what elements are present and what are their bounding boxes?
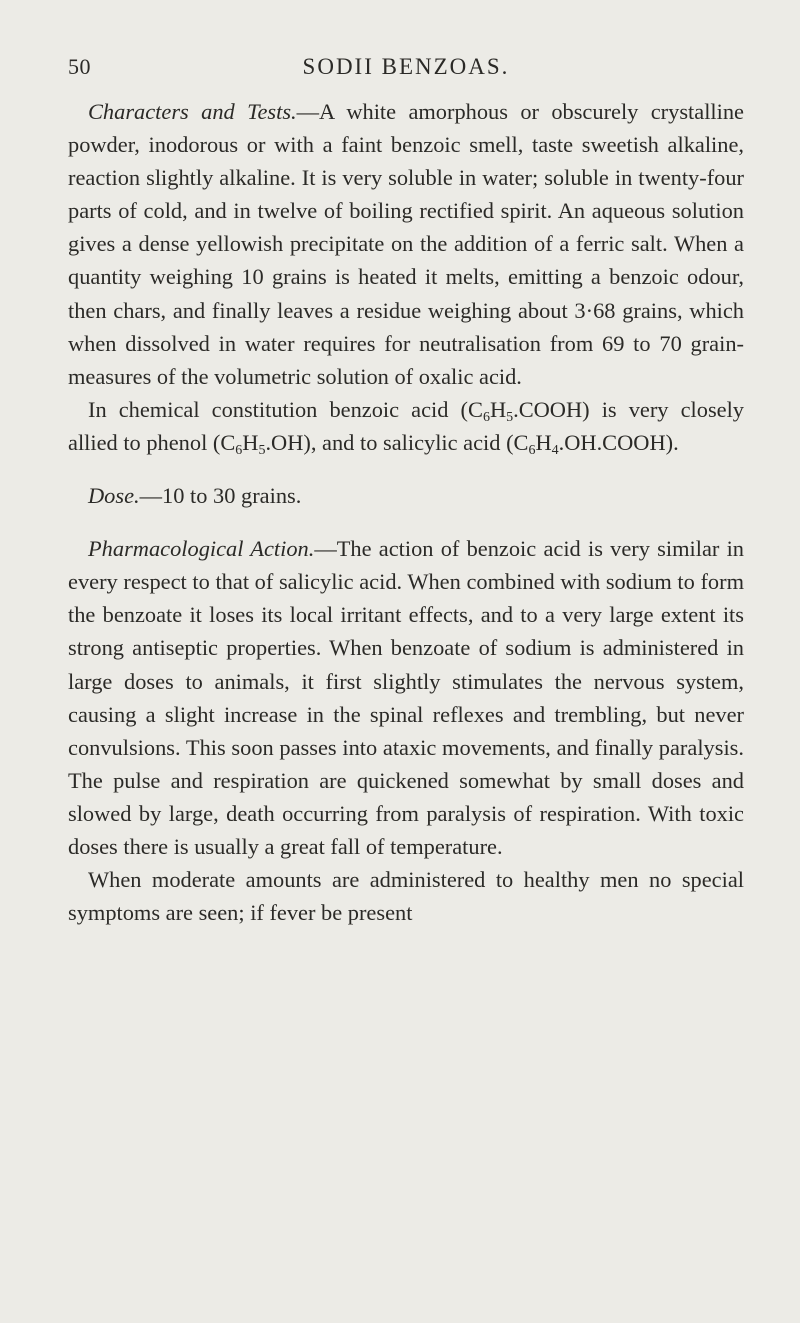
characters-and-tests-paragraph	[68, 95, 744, 393]
running-title: SODII BENZOAS.	[302, 54, 510, 79]
constitution-text-4: H	[242, 429, 259, 455]
subscript-carbon-2: 6	[235, 442, 243, 458]
constitution-text-1: In chemical constitution benzoic acid (C	[88, 396, 483, 422]
subscript-hydrogen-1: 5	[506, 409, 514, 425]
subscript-hydrogen-2: 5	[258, 442, 266, 458]
subscript-carbon-1: 6	[482, 409, 490, 425]
moderate-text: When moderate amounts are administered to healthy men no special symptoms are seen; if fever be present	[68, 867, 744, 926]
dose-paragraph	[68, 479, 744, 512]
pharmacological-text: —The action of benzoic acid is very similar in every respect to that of salicylic acid. When combined with sodium to form the benzoate it loses its local irritant effects, and to a very large extent its strong antiseptic properties. When benzoate of sodium is administered in large doses to animals, it first slightly stimulates the nervous system, causing a slight increase in the spinal reflexes and trembling, but never convulsions. This soon passes into ataxic movements, and finally paralysis. The pulse and respiration are quickened somewhat by small doses and slowed by large, death occurring from paralysis of respiration. With toxic doses there is usually a great fall of temperature.	[68, 536, 744, 859]
chemical-constitution-paragraph	[68, 393, 744, 459]
constitution-text-5: .OH), and to salicylic acid (C	[265, 429, 529, 455]
page-number: 50	[68, 54, 91, 79]
constitution-text-7: .OH.COOH).	[558, 429, 679, 455]
moderate-amounts-paragraph	[68, 863, 744, 929]
characters-text: —A white amorphous or obscurely crystalline powder, inodorous or with a faint benzoic smell, taste sweetish alkaline, reaction slightly alkaline. It is very soluble in water; soluble in twenty-four parts of cold, and in twelve of boiling rectified spirit. An aqueous solution gives a dense yellowish precipitate on the addition of a ferric salt. When a quantity weighing 10 grains is heated it melts, emitting a benzoic odour, then chars, and finally leaves a residue weighing about 3·68 grains, which when dissolved in water requires for neutralisation from 69 to 70 grain-measures of the volumetric solution of oxalic acid.	[68, 99, 744, 389]
subscript-hydrogen-3: 4	[551, 442, 559, 458]
page-header	[68, 50, 744, 84]
constitution-text-3: .COOH) is very closely allied to phenol (C	[68, 396, 745, 455]
dose-heading: Dose.	[88, 483, 140, 509]
pharmacological-action-paragraph	[68, 532, 744, 863]
dose-text: —10 to 30 grains.	[139, 483, 302, 509]
subscript-carbon-3: 6	[528, 442, 536, 458]
constitution-text-2: H	[489, 396, 507, 422]
page-body	[68, 95, 744, 929]
pharmacological-heading: Pharmacological Action.	[88, 536, 315, 562]
characters-heading: Characters and Tests.	[88, 99, 297, 124]
constitution-text-6: H	[535, 429, 552, 455]
